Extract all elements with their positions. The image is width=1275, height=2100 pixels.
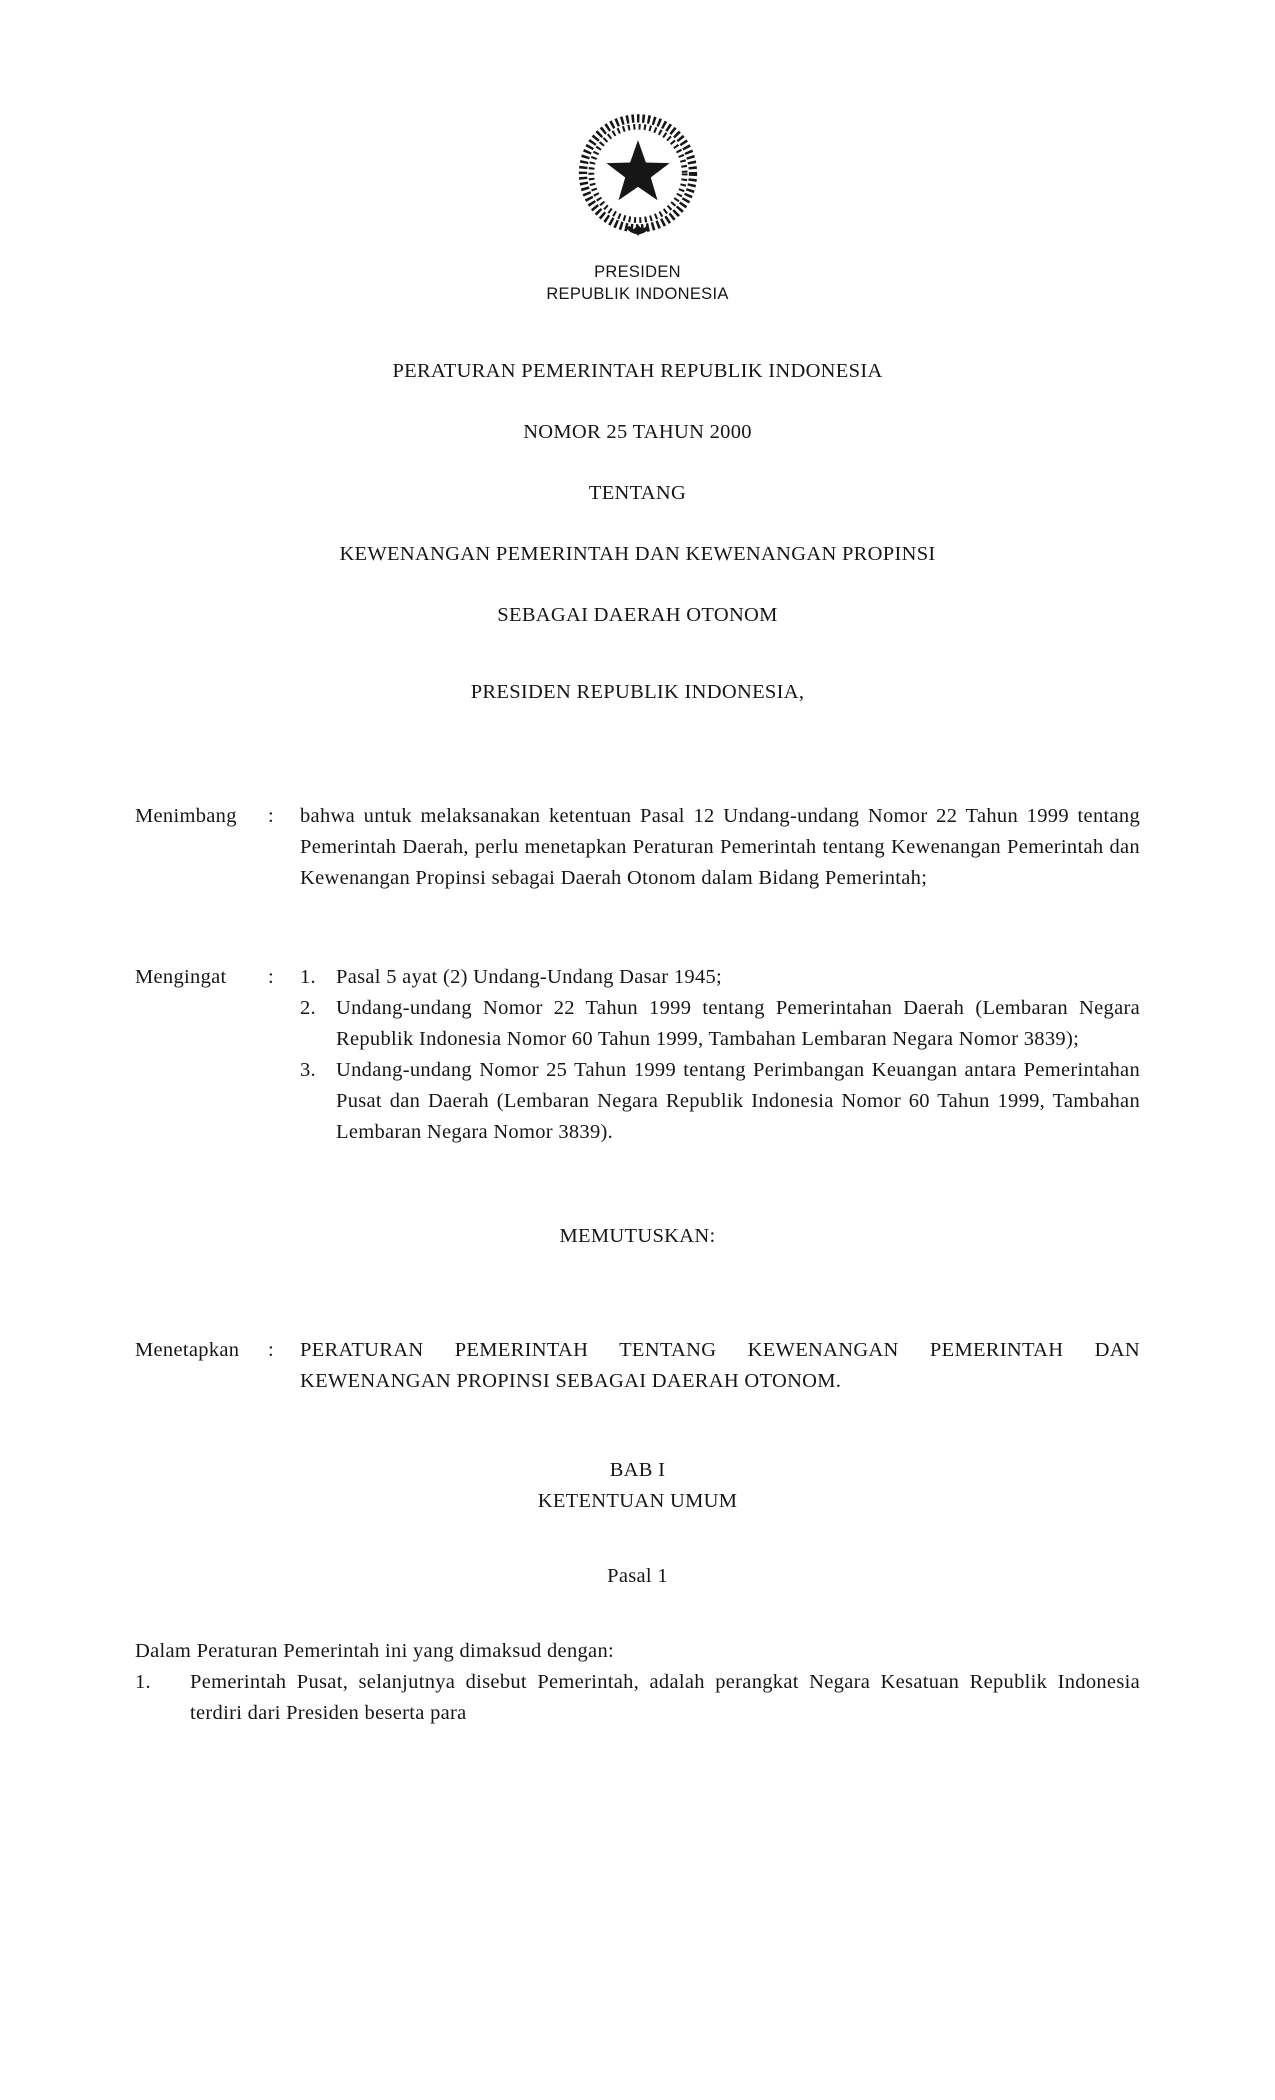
menimbang-text: bahwa untuk melaksanakan ketentuan Pasal 12 Undang-undang Nomor 22 Tahun 1999 tentang Pemerintah Daerah, perlu menetapkan Peraturan Pemerintah tentang Kewenangan Pemerintah dan Kewenangan Propinsi sebagai Daerah Otonom dalam Bidang Pemerintah; [300, 805, 1140, 889]
pasal-item-1 [135, 1667, 1140, 1729]
salutation: PRESIDEN REPUBLIK INDONESIA, [470, 681, 805, 703]
memutuskan-heading: MEMUTUSKAN: [559, 1225, 716, 1247]
letterhead-republik-indonesia: REPUBLIK INDONESIA [546, 285, 729, 303]
bab-title: KETENTUAN UMUM [537, 1490, 738, 1512]
letterhead-presiden: PRESIDEN [594, 263, 681, 281]
pasal-item-1-text: Pemerintah Pusat, selanjutnya disebut Pemerintah, adalah perangkat Negara Kesatuan Republik Indonesia terdiri dari Presiden beserta para [190, 1671, 1140, 1724]
mengingat-item-3-number: 3. [300, 1059, 316, 1081]
title-line-sebagai: SEBAGAI DAERAH OTONOM [497, 604, 778, 626]
pasal-item-1-number: 1. [135, 1671, 151, 1693]
star-icon [606, 140, 669, 200]
mengingat-label: Mengingat [135, 966, 227, 988]
menetapkan-text: PERATURAN PEMERINTAH TENTANG KEWENANGAN PEMERINTAH DAN KEWENANGAN PROPINSI SEBAGAI DAERAH OTONOM. [300, 1339, 1140, 1392]
mengingat-item-3-text: Undang-undang Nomor 25 Tahun 1999 tentang Perimbangan Keuangan antara Pemerintahan Pusat dan Daerah (Lembaran Negara Republik Indonesia Nomor 60 Tahun 1999, Tambahan Lembaran Negara Nomor 3839). [336, 1059, 1140, 1143]
mengingat-item-3 [300, 1055, 1140, 1148]
mengingat-item-2 [300, 993, 1140, 1055]
clause-menetapkan [135, 1335, 1140, 1397]
mengingat-colon: : [268, 966, 274, 988]
clause-mengingat [135, 962, 1140, 1148]
mengingat-item-1 [300, 962, 1140, 993]
pasal-intro: Dalam Peraturan Pemerintah ini yang dimaksud dengan: [135, 1640, 615, 1662]
mengingat-item-2-number: 2. [300, 997, 316, 1019]
presidential-seal-icon [574, 112, 702, 245]
seal-container [135, 112, 1140, 255]
mengingat-item-1-number: 1. [300, 966, 316, 988]
letterhead [135, 261, 1140, 305]
menimbang-colon: : [268, 805, 274, 827]
menimbang-label: Menimbang [135, 805, 237, 827]
bab-heading: BAB I [609, 1459, 666, 1481]
mengingat-item-2-text: Undang-undang Nomor 22 Tahun 1999 tentang Pemerintahan Daerah (Lembaran Negara Republik Indonesia Nomor 60 Tahun 1999, Tambahan Lembaran Negara Nomor 3839); [336, 997, 1140, 1050]
title-line-peraturan: PERATURAN PEMERINTAH REPUBLIK INDONESIA [392, 360, 883, 382]
mengingat-list [300, 962, 1140, 1148]
menetapkan-label: Menetapkan [135, 1339, 240, 1361]
title-line-tentang: TENTANG [588, 482, 687, 504]
clause-menimbang [135, 801, 1140, 894]
menetapkan-colon: : [268, 1339, 274, 1361]
pasal-heading: Pasal 1 [607, 1565, 668, 1587]
title-line-kewenangan: KEWENANGAN PEMERINTAH DAN KEWENANGAN PROPINSI [339, 543, 936, 565]
title-line-nomor: NOMOR 25 TAHUN 2000 [523, 421, 752, 443]
mengingat-item-1-text: Pasal 5 ayat (2) Undang-Undang Dasar 1945; [336, 966, 723, 988]
title-block [135, 359, 1140, 628]
